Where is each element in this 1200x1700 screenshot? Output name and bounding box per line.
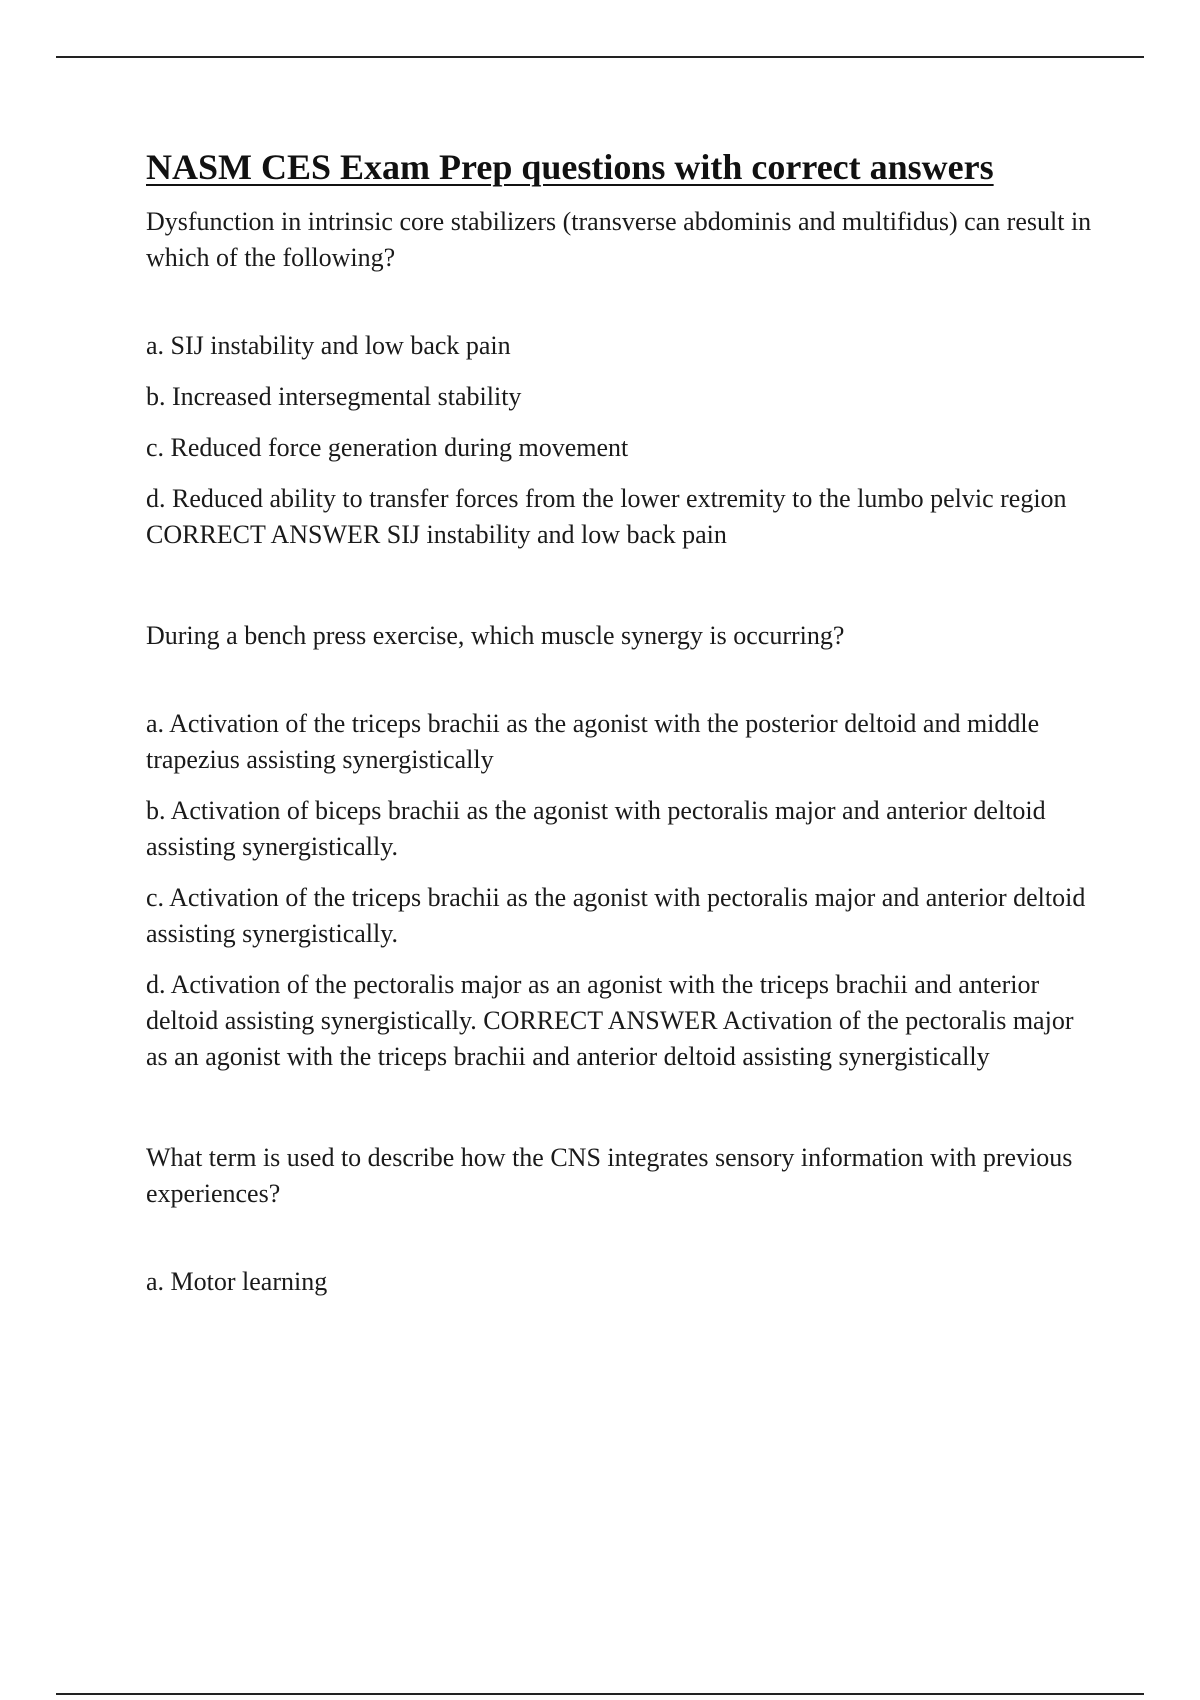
question-block-1 (146, 204, 1096, 553)
top-rule (56, 56, 1144, 58)
bottom-rule (56, 1693, 1144, 1695)
answer-option: c. Reduced force generation during movement (146, 433, 629, 462)
answer-option: a. Motor learning (146, 1267, 328, 1296)
answer-option: d. Reduced ability to transfer forces from the lower extremity to the lumbo pelvic region CORRECT ANSWER SIJ instability and low back pain (146, 484, 1067, 549)
question-stem: During a bench press exercise, which muscle synergy is occurring? (146, 621, 845, 650)
answer-option: b. Increased intersegmental stability (146, 382, 522, 411)
question-block-3 (146, 1140, 1096, 1300)
document-title: NASM CES Exam Prep questions with correct answers (146, 147, 994, 187)
question-stem: Dysfunction in intrinsic core stabilizers (transverse abdominis and multifidus) can result in which of the following? (146, 207, 1092, 272)
question-block-2 (146, 618, 1096, 1075)
answer-option: d. Activation of the pectoralis major as an agonist with the triceps brachii and anterior deltoid assisting synergistically. CORRECT ANSWER Activation of the pectoralis major as an agonist with the triceps brachii and anterior deltoid assisting synergistically (146, 970, 1074, 1071)
question-stem: What term is used to describe how the CNS integrates sensory information with previous experiences? (146, 1143, 1073, 1208)
document-body (146, 142, 1096, 1315)
answer-option: b. Activation of biceps brachii as the agonist with pectoralis major and anterior deltoid assisting synergistically. (146, 796, 1046, 861)
question-spacer (146, 568, 1096, 618)
answer-option: a. Activation of the triceps brachii as the agonist with the posterior deltoid and middle trapezius assisting synergistically (146, 709, 1040, 774)
answer-option: c. Activation of the triceps brachii as the agonist with pectoralis major and anterior deltoid assisting synergistically. (146, 883, 1086, 948)
answer-option: a. SIJ instability and low back pain (146, 331, 511, 360)
question-spacer (146, 1090, 1096, 1140)
